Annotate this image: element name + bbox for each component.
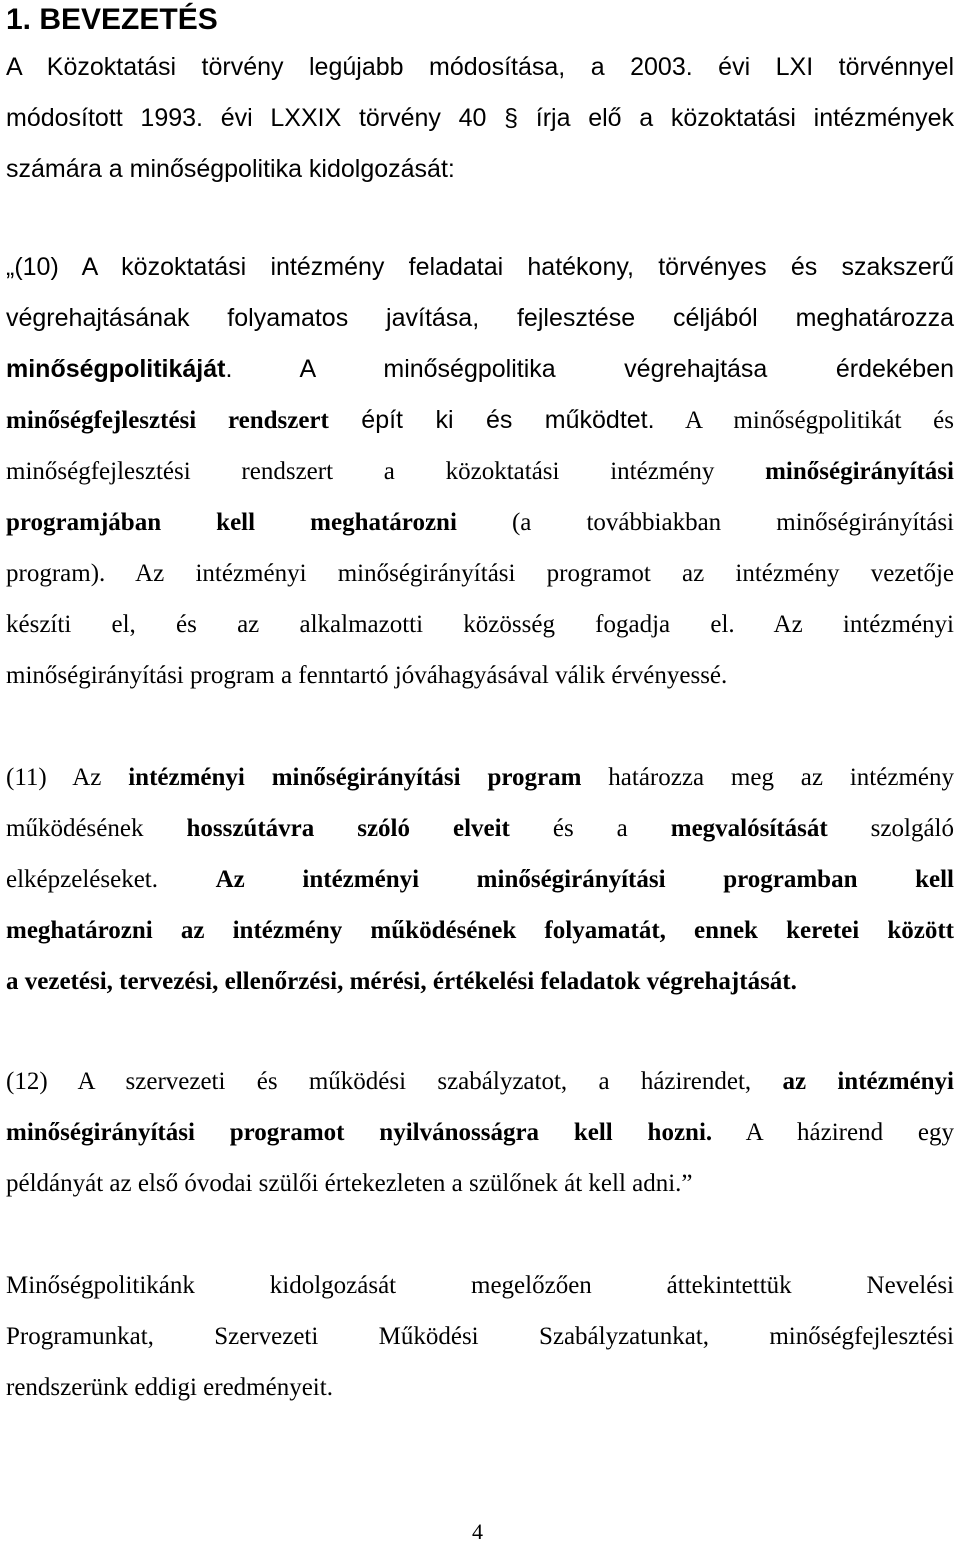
- text-line: [6, 497, 954, 548]
- bold-text: meghatározni az intézmény működésének folyamatát, ennek keretei között: [6, 917, 954, 944]
- text-span: minőségfejlesztési rendszert a közoktatási intézmény: [6, 458, 766, 485]
- text-line: [6, 854, 954, 905]
- quote-paragraph-12: [6, 1056, 954, 1209]
- bold-text: minőségirányítási programot nyilvánosságra kell hozni.: [6, 1119, 713, 1146]
- section-heading: 1. BEVEZETÉS: [6, 3, 218, 36]
- bold-text: minőségpolitikáját: [6, 355, 226, 383]
- text-line: „(10) A közoktatási intézmény feladatai hatékony, törvényes és szakszerű: [6, 253, 954, 281]
- text-line: készíti el, és az alkalmazotti közösség fogadja el. Az intézményi: [6, 611, 954, 638]
- bold-text: megvalósítását: [670, 815, 828, 842]
- text-span: . A minőségpolitika végrehajtása érdekében: [225, 355, 954, 383]
- text-span: határozza meg az intézmény: [581, 764, 954, 791]
- quote-paragraph-11: [6, 752, 954, 1007]
- bold-text: minőségirányítási: [765, 458, 954, 485]
- text-line: [6, 446, 954, 497]
- text-line: A Közoktatási törvény legújabb módosítása, a 2003. évi LXI törvénnyel: [6, 53, 954, 81]
- text-span: (11) Az: [6, 764, 129, 791]
- text-line: [6, 956, 954, 1007]
- text-span: A minőségpolitikát és: [654, 407, 954, 434]
- text-line: minőségirányítási program a fenntartó jóváhagyásával válik érvényessé.: [6, 662, 728, 689]
- quote-paragraph-10: [6, 242, 954, 701]
- text-line: [6, 395, 954, 446]
- bold-text: a vezetési, tervezési, ellenőrzési, mérési, értékelési feladatok végrehajtását.: [6, 968, 797, 995]
- text-span: elképzeléseket.: [6, 866, 216, 893]
- text-span: A házirend egy: [712, 1119, 954, 1146]
- text-line: módosított 1993. évi LXXIX törvény 40 § írja elő a közoktatási intézmények: [6, 104, 954, 132]
- text-span: (a továbbiakban minőségirányítási: [456, 509, 954, 536]
- bold-text: minőségfejlesztési rendszert: [6, 407, 329, 434]
- bold-text: hosszútávra szóló elveit: [186, 815, 510, 842]
- text-line: [6, 344, 954, 395]
- page-number: 4: [472, 1519, 483, 1544]
- text-line: végrehajtásának folyamatos javítása, fejlesztése céljából meghatározza: [6, 304, 954, 332]
- bold-text: programjában kell meghatározni: [6, 509, 457, 536]
- text-line: példányát az első óvodai szülői értekezleten a szülőnek át kell adni.”: [6, 1170, 693, 1197]
- text-line: Programunkat, Szervezeti Működési Szabályzatunkat, minőségfejlesztési: [6, 1323, 954, 1350]
- text-line: Minőségpolitikánk kidolgozását megelőzően áttekintettük Nevelési: [6, 1272, 954, 1299]
- closing-paragraph: [6, 1260, 954, 1413]
- text-span: épít ki és működtet.: [328, 406, 655, 434]
- text-line: rendszerünk eddigi eredményeit.: [6, 1374, 333, 1401]
- text-span: és a: [509, 815, 671, 842]
- text-span: szolgáló: [827, 815, 954, 842]
- bold-text: Az intézményi minőségirányítási programban kell: [215, 866, 954, 893]
- text-line: számára a minőségpolitika kidolgozását:: [6, 155, 455, 183]
- text-line: program). Az intézményi minőségirányítási programot az intézmény vezetője: [6, 560, 954, 587]
- intro-paragraph: [6, 42, 954, 195]
- text-span: (12) A szervezeti és működési szabályzatot, a házirendet,: [6, 1068, 783, 1095]
- bold-text: az intézményi: [782, 1068, 954, 1095]
- text-line: [6, 1056, 954, 1107]
- text-line: [6, 905, 954, 956]
- bold-text: intézményi minőségirányítási program: [128, 764, 582, 791]
- text-line: [6, 803, 954, 854]
- text-line: [6, 1107, 954, 1158]
- text-line: [6, 752, 954, 803]
- text-span: működésének: [6, 815, 187, 842]
